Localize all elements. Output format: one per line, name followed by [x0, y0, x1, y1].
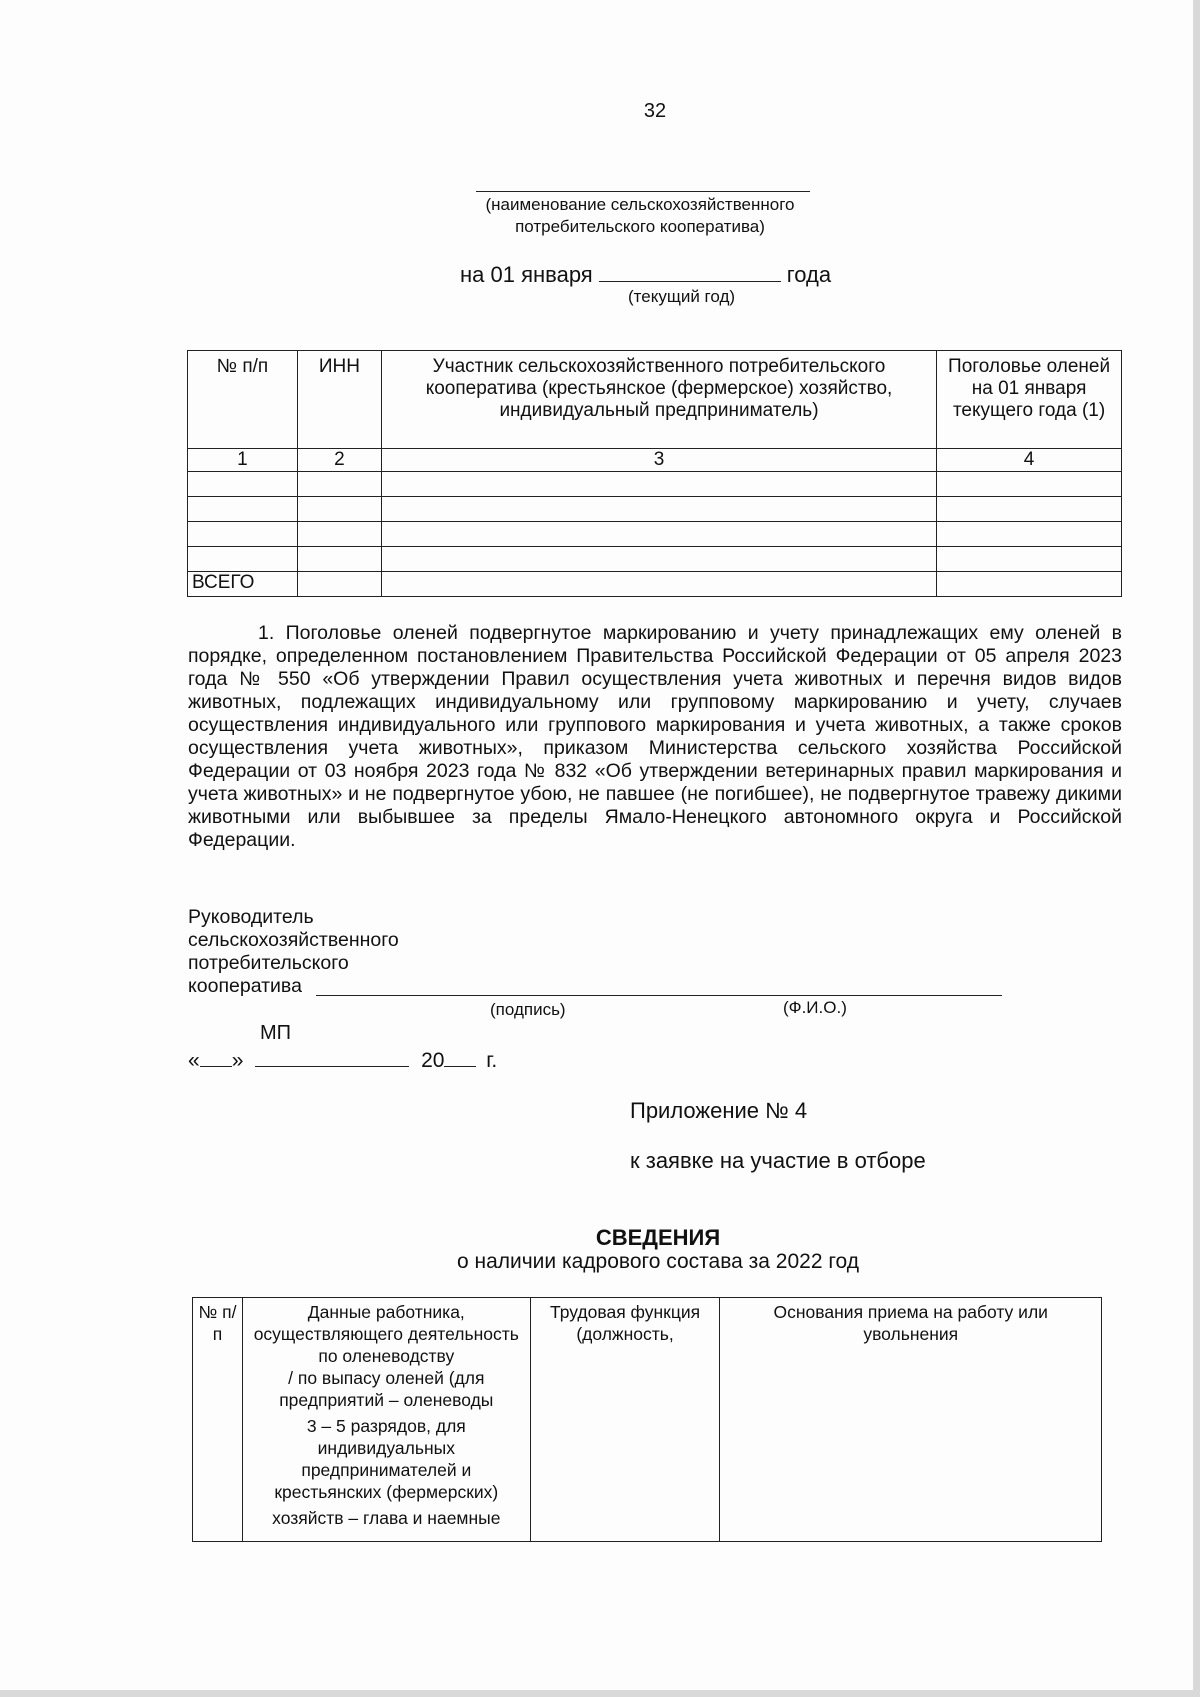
table-row	[188, 497, 1122, 522]
signer-block	[188, 906, 399, 998]
appendix-title: Приложение № 4	[630, 1098, 808, 1123]
coop-caption-line1: (наименование сельскохозяйственного	[485, 195, 795, 214]
col-header-participant: Участник сельскохозяйственного потребительского кооператива (крестьянское (фермерское) хозяйство, индивидуальный предприниматель)	[381, 351, 936, 449]
col-number-1: 1	[188, 449, 298, 472]
date-suffix: года	[786, 262, 832, 287]
signature-line	[316, 995, 1002, 996]
table-cell[interactable]	[297, 572, 381, 597]
col-header-inn: ИНН	[297, 351, 381, 449]
month-blank	[255, 1048, 409, 1067]
table-cell[interactable]	[937, 547, 1122, 572]
staff-table	[192, 1297, 1102, 1542]
section-title: СВЕДЕНИЯ	[595, 1225, 721, 1250]
signer-line3: потребительского	[188, 952, 349, 974]
date-prefix: на 01 января	[460, 262, 593, 287]
table-cell[interactable]	[297, 547, 381, 572]
day-blank	[200, 1048, 232, 1067]
table-cell[interactable]	[937, 572, 1122, 597]
reindeer-table	[187, 350, 1122, 597]
table-cell[interactable]	[381, 497, 936, 522]
date-line	[460, 262, 831, 288]
col-header-number: № п/п	[188, 351, 298, 449]
table-header-row	[188, 351, 1122, 449]
table-cell[interactable]	[188, 547, 298, 572]
table-cell[interactable]	[188, 472, 298, 497]
signer-line1: Руководитель	[188, 906, 314, 928]
footnote-text: 1. Поголовье оленей подвергнутое маркированию и учету принадлежащих ему оленей в порядке, определенном постановлением Правительства Российской Федерации от 05 апреля 2023 года № 550 «Об утверждении Правил осуществления учета животных и перечня видов видов животных, подлежащих индивидуальному или групповому маркированию и учету, случаев осуществления индивидуального или группового маркирования и учета животных, а также сроков осуществления учета животных», приказом Министерства сельского хозяйства Российской Федерации от 03 ноября 2023 года № 832 «Об утверждении ветеринарных правил маркирования и учета животных» и не подвергнутое убою, не павшее (не погибшее), не подвергнутое травежу дикими животными или выбывшее за пределы Ямало-Ненецкого автономного округа и Российской Федерации.	[188, 622, 1122, 851]
table-cell[interactable]	[381, 547, 936, 572]
year-blank	[444, 1048, 476, 1067]
fio-caption: (Ф.И.О.)	[783, 998, 847, 1017]
table-row	[188, 472, 1122, 497]
table-cell[interactable]	[381, 522, 936, 547]
table-cell[interactable]	[188, 497, 298, 522]
page-number: 32	[643, 100, 667, 122]
table-cell[interactable]	[188, 522, 298, 547]
date-sub-caption: (текущий год)	[628, 287, 736, 306]
col-number-2: 2	[297, 449, 381, 472]
table-cell[interactable]	[937, 472, 1122, 497]
col-number-3: 3	[381, 449, 936, 472]
signature-caption: (подпись)	[490, 1000, 566, 1019]
total-row	[188, 572, 1122, 597]
appendix-subtitle: к заявке на участие в отборе	[630, 1148, 926, 1173]
signer-line4: кооператива	[188, 975, 302, 997]
staff-col-employee: Данные работника, осуществляющего деятельность по оленеводству / по выпасу оленей (для предприятий – оленеводы 3 – 5 разрядов, для индивидуальных предпринимателей и крестьянских (фермерских) хозяйств – глава и наемные	[242, 1298, 530, 1542]
col-header-herd: Поголовье оленей на 01 января текущего года (1)	[937, 351, 1122, 449]
table-row	[188, 547, 1122, 572]
table-cell[interactable]	[381, 572, 936, 597]
col-number-4: 4	[937, 449, 1122, 472]
signer-line2: сельскохозяйственного	[188, 929, 399, 951]
table-cell[interactable]	[297, 522, 381, 547]
coop-caption	[440, 194, 840, 238]
table-cell[interactable]	[937, 522, 1122, 547]
date-blank	[599, 263, 781, 282]
stamp-place: МП	[260, 1022, 292, 1044]
table-cell[interactable]	[937, 497, 1122, 522]
table-row	[188, 522, 1122, 547]
staff-col-number: № п/п	[193, 1298, 243, 1542]
total-label: ВСЕГО	[188, 572, 298, 597]
table-cell[interactable]	[381, 472, 936, 497]
table-cell[interactable]	[297, 472, 381, 497]
signature-date: « » 20 г.	[188, 1049, 498, 1072]
staff-col-function: Трудовая функция (должность,	[530, 1298, 720, 1542]
staff-header-row	[193, 1298, 1102, 1542]
footnote-paragraph	[188, 622, 1122, 852]
column-number-row	[188, 449, 1122, 472]
table-cell[interactable]	[297, 497, 381, 522]
section-subtitle: о наличии кадрового состава за 2022 год	[456, 1250, 860, 1273]
coop-name-line	[476, 191, 810, 192]
coop-caption-line2: потребительского кооператива)	[515, 217, 765, 236]
staff-col-grounds: Основания приема на работу или увольнения	[720, 1298, 1102, 1542]
